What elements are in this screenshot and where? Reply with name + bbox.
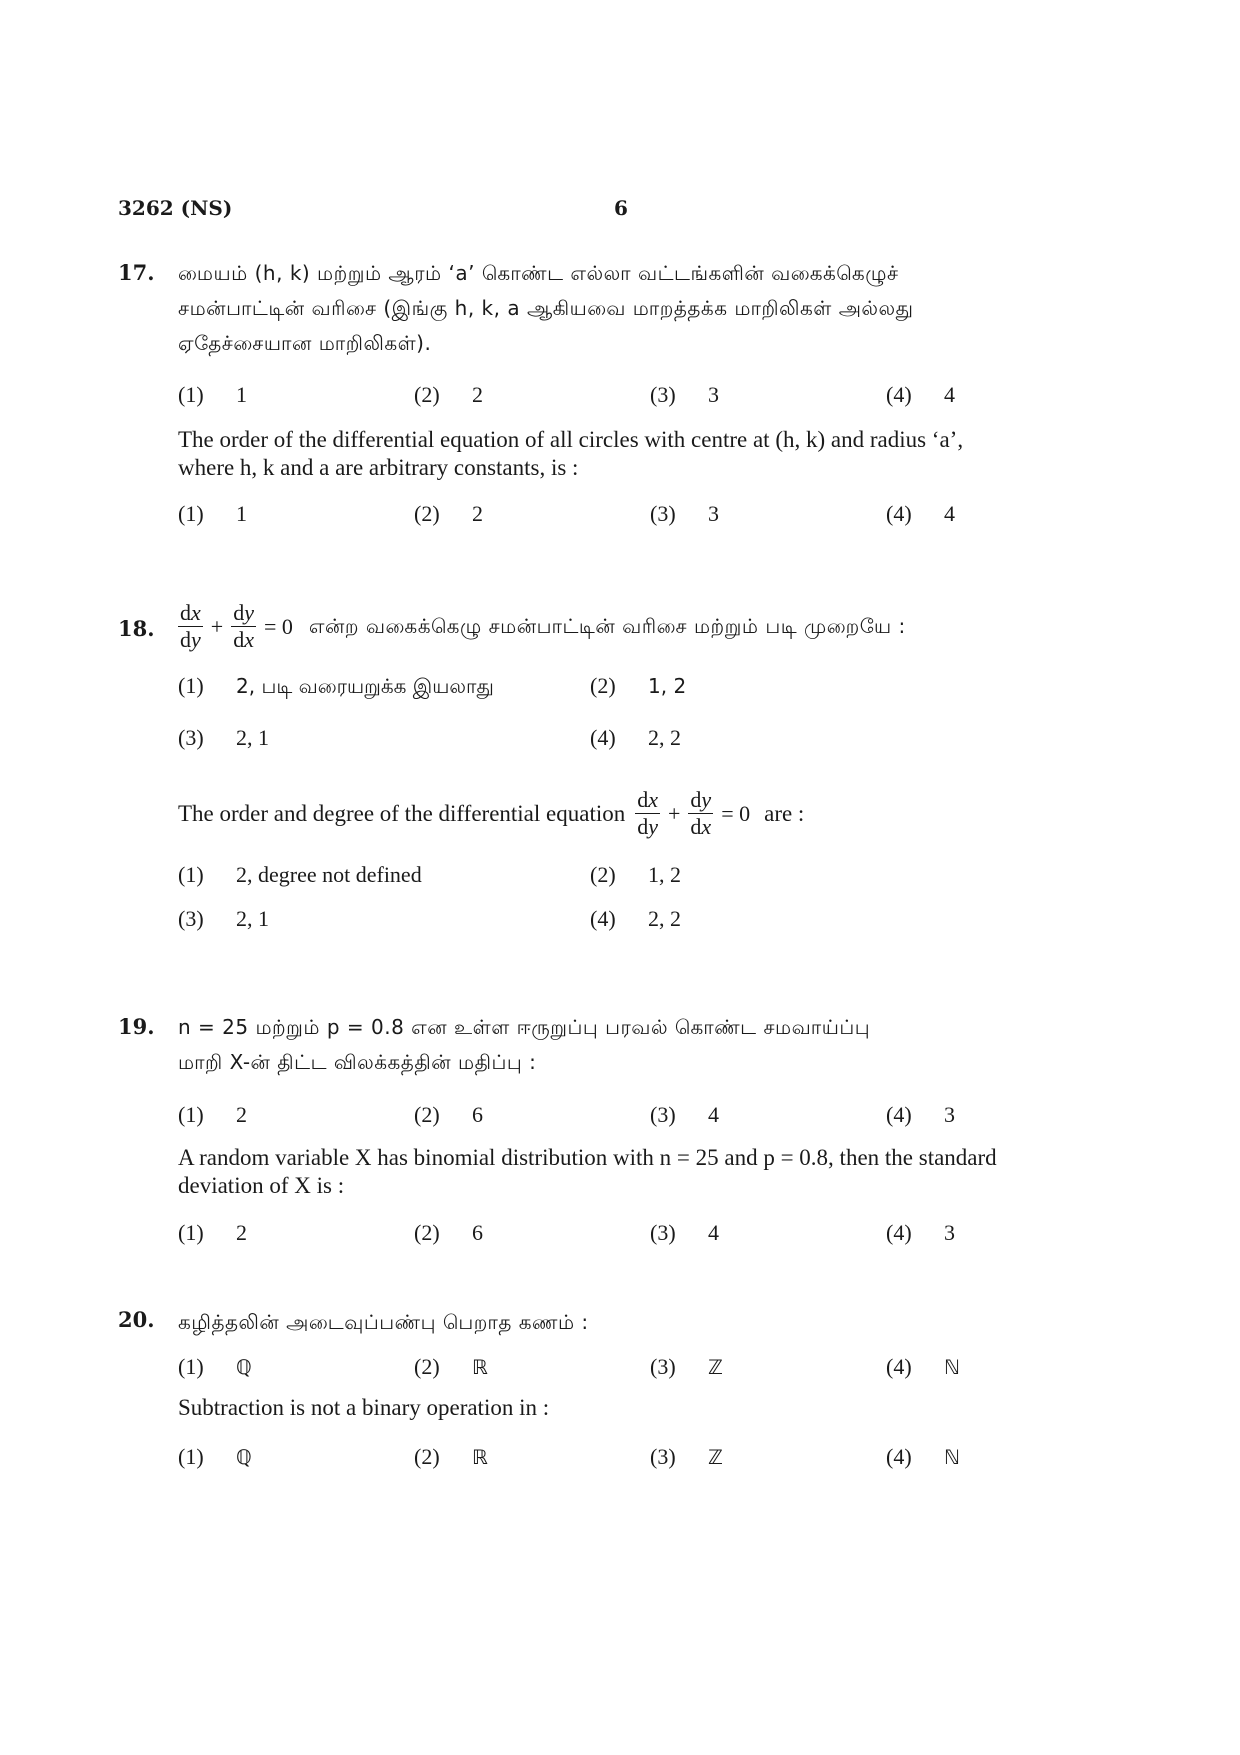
option-1[interactable]: (1) 1 [178, 501, 247, 526]
fraction: $\frac{dx}{dy}$ [637, 787, 658, 839]
option-2[interactable]: (2) 6 [414, 1220, 483, 1245]
fraction: $\frac{dx}{dy}$ [180, 600, 201, 652]
option-2[interactable]: (2) ℝ [414, 1444, 488, 1469]
option-1[interactable]: (1) 2 [178, 1220, 247, 1245]
page-number: 6 [614, 196, 628, 220]
option-4[interactable]: (4) 4 [886, 501, 955, 526]
integers-symbol: ℤ [708, 1355, 723, 1379]
option-4[interactable]: (4) 2, 2 [590, 725, 681, 750]
text-line: மாறி X-ன் திட்ட விலக்கத்தின் மதிப்பு : [178, 1050, 537, 1074]
text-line: மையம் (h, k) மற்றும் ஆரம் ‘a’ கொண்ட எல்லா வட்டங்களின் வகைக்கெழுச் [178, 261, 899, 285]
text-line: n = 25 மற்றும் p = 0.8 என உள்ள ஈருறுப்பு பரவல் கொண்ட சமவாய்ப்பு [178, 1015, 871, 1039]
fraction: $\frac{dy}{dx}$ [233, 600, 254, 652]
naturals-symbol: ℕ [944, 1355, 961, 1379]
option-1[interactable]: (1) ℚ [178, 1354, 252, 1379]
option-4[interactable]: (4) 4 [886, 382, 955, 407]
text-line: The order of the differential equation of all circles with centre at (h, k) and radius ‘a’, [178, 427, 964, 452]
option-3[interactable]: (3) ℤ [650, 1444, 723, 1469]
option-3[interactable]: (3) 2, 1 [178, 725, 269, 750]
option-3[interactable]: (3) 4 [650, 1220, 719, 1245]
option-4[interactable]: (4) ℕ [886, 1354, 961, 1379]
page-header [118, 196, 1058, 226]
text-line: சமன்பாட்டின் வரிசை (இங்கு h, k, a ஆகியவை மாறத்தக்க மாறிலிகள் அல்லது [178, 296, 914, 320]
option-2[interactable]: (2) ℝ [414, 1354, 488, 1379]
options-english-row-2 [178, 906, 1068, 950]
question-text-tamil: கழித்தலின் அடைவுப்பண்பு பெறாத கணம் : [178, 1310, 589, 1334]
option-3[interactable]: (3) 4 [650, 1102, 719, 1127]
fraction: $\frac{dy}{dx}$ [690, 787, 712, 839]
option-2[interactable]: (2) 1, 2 [590, 673, 687, 698]
question-text-english: Subtraction is not a binary operation in : [178, 1395, 550, 1420]
options-tamil-row-2 [178, 725, 1068, 769]
options-english-row-1 [178, 862, 1068, 906]
question-text-english [178, 1144, 1068, 1200]
options-tamil [178, 1354, 1068, 1390]
reals-symbol: ℝ [472, 1445, 488, 1469]
question-body [178, 256, 1068, 537]
option-4[interactable]: (4) 3 [886, 1102, 955, 1127]
rationals-symbol: ℚ [236, 1445, 252, 1469]
question-body [178, 1305, 1068, 1480]
reals-symbol: ℝ [472, 1355, 488, 1379]
text-line: where h, k and a are arbitrary constants, is : [178, 455, 579, 480]
question-body [178, 1010, 1068, 1256]
option-2[interactable]: (2) 6 [414, 1102, 483, 1127]
option-4[interactable]: (4) 2, 2 [590, 906, 681, 931]
option-2[interactable]: (2) 2 [414, 382, 483, 407]
question-number: 20. [118, 1307, 155, 1332]
option-1[interactable]: (1) ℚ [178, 1444, 252, 1469]
question-text-tamil: என்ற வகைக்கெழு சமன்பாட்டின் வரிசை மற்றும் படி முறையே : [308, 614, 906, 638]
option-2[interactable]: (2) 2 [414, 501, 483, 526]
option-2[interactable]: (2) 1, 2 [590, 862, 681, 887]
question-line-tamil [178, 600, 1068, 653]
options-english [178, 1444, 1068, 1480]
question-text-english [178, 426, 1068, 482]
text-line: A random variable X has binomial distribution with n = 25 and p = 0.8, then the standard [178, 1145, 997, 1170]
option-3[interactable]: (3) 2, 1 [178, 906, 269, 931]
integers-symbol: ℤ [708, 1445, 723, 1469]
question-number: 17. [118, 260, 155, 285]
option-1[interactable]: (1) 2, degree not defined [178, 862, 422, 887]
question-text-english-tail: are : [764, 800, 805, 826]
options-english [178, 501, 1068, 537]
question-number: 19. [118, 1014, 155, 1039]
option-3[interactable]: (3) ℤ [650, 1354, 723, 1379]
question-line-english [178, 787, 1068, 840]
options-tamil [178, 1102, 1068, 1138]
option-1[interactable]: (1) 1 [178, 382, 247, 407]
question-text-tamil [178, 1010, 1068, 1080]
question-text-english: The order and degree of the differential equation [178, 800, 626, 826]
options-tamil-row-1 [178, 673, 1068, 717]
options-english [178, 1220, 1068, 1256]
question-body [178, 600, 1068, 950]
option-4[interactable]: (4) ℕ [886, 1444, 961, 1469]
options-tamil [178, 382, 1068, 418]
question-text-tamil [178, 256, 1068, 361]
option-1[interactable]: (1) 2, படி வரையறுக்க இயலாது [178, 673, 494, 698]
text-line: ஏதேச்சையான மாறிலிகள்). [178, 331, 432, 355]
option-3[interactable]: (3) 3 [650, 382, 719, 407]
option-3[interactable]: (3) 3 [650, 501, 719, 526]
rationals-symbol: ℚ [236, 1355, 252, 1379]
question-number: 18. [118, 616, 155, 641]
differential-equation: $\frac{dx}{dy}$ + $\frac{dy}{dx}$ = 0 [180, 600, 293, 652]
option-1[interactable]: (1) 2 [178, 1102, 247, 1127]
differential-equation: $\frac{dx}{dy}$ + $\frac{dy}{dx}$ = 0 [637, 787, 751, 839]
naturals-symbol: ℕ [944, 1445, 961, 1469]
paper-code: 3262 (NS) [118, 196, 233, 220]
option-4[interactable]: (4) 3 [886, 1220, 955, 1245]
text-line: deviation of X is : [178, 1173, 345, 1198]
